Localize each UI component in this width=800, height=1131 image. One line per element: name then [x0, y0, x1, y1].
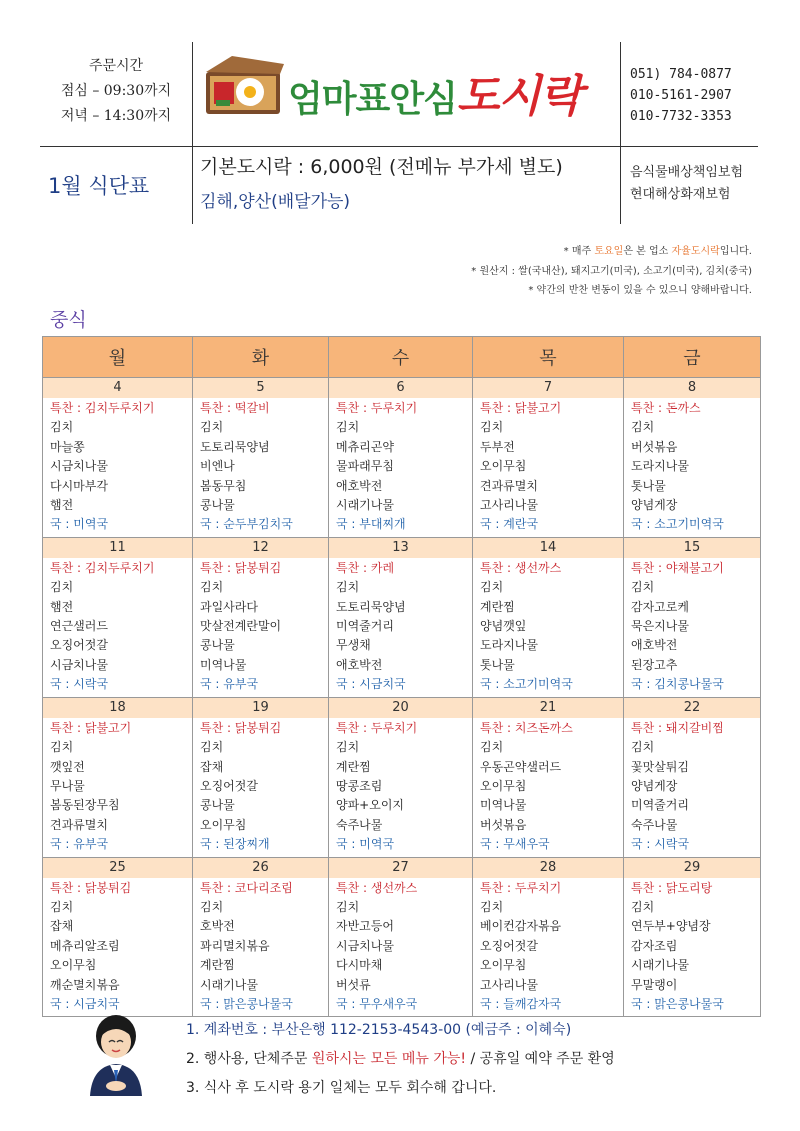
side-dish: 감자고로케: [631, 599, 689, 614]
side-dish: 애호박전: [336, 657, 383, 672]
side-dish: 다시마부각: [50, 478, 108, 493]
day-cell: [329, 537, 473, 558]
special-dish: 특찬 : 두루치기: [336, 401, 418, 415]
soup: 국 : 유부국: [200, 677, 259, 692]
day-cell: [193, 857, 329, 878]
insurance-1: 음식물배상책임보험: [630, 165, 744, 180]
side-dish: 잡채: [200, 759, 224, 774]
special-dish: 특찬 : 생선까스: [336, 880, 418, 895]
side-dish: 애호박전: [336, 478, 383, 493]
divider: [620, 42, 621, 224]
side-dish: 계란찜: [336, 759, 371, 774]
soup: 국 : 맑은콩나물국: [200, 996, 293, 1011]
side-dish: 김치: [200, 899, 224, 914]
special-dish: 특찬 : 두루치기: [480, 880, 562, 895]
side-dish: 무말랭이: [631, 977, 678, 992]
side-dish: 김치: [480, 580, 504, 595]
side-dish: 양념게장: [631, 498, 678, 513]
side-dish: 봄동된장무침: [50, 798, 120, 813]
special-dish: 특찬 : 닭불고기: [50, 720, 132, 735]
side-dish: 김치: [50, 899, 74, 914]
phone-list: [630, 64, 732, 127]
side-dish: 미역줄거리: [336, 619, 394, 634]
side-dish: 김치: [631, 580, 655, 595]
side-dish: 김치: [480, 420, 504, 435]
day-number: 25: [43, 858, 192, 878]
weekday-header: 목: [473, 337, 624, 378]
menu-table: [42, 336, 761, 1017]
side-dish: 잡채: [50, 919, 74, 934]
side-dish: 김치: [336, 580, 360, 595]
side-dish: 호박전: [200, 919, 235, 934]
soup: 국 : 소고기미역국: [480, 677, 573, 692]
side-dish: 양념깻잎: [480, 619, 527, 634]
day-cell: [193, 537, 329, 558]
side-dish: 양념게장: [631, 778, 678, 793]
menu-items-row: [43, 398, 761, 537]
weekday-header: 월: [43, 337, 193, 378]
day-number: 13: [329, 538, 472, 558]
side-dish: 봄동무침: [200, 478, 247, 493]
side-dish: 숙주나물: [631, 817, 678, 832]
side-dish: 오이무침: [480, 958, 527, 973]
menu-cell: [624, 398, 761, 537]
container-return: 3. 식사 후 도시락 용기 일체는 모두 회수해 갑니다.: [186, 1080, 497, 1096]
soup: 국 : 순두부김치국: [200, 517, 293, 532]
special-dish: 특찬 : 떡갈비: [200, 401, 270, 415]
menu-cell: [329, 718, 473, 857]
day-number: 14: [473, 538, 623, 558]
side-dish: 오징어젓갈: [50, 638, 108, 653]
side-dish: 톳나물: [631, 478, 666, 493]
soup: 국 : 무우새우국: [336, 996, 418, 1011]
side-dish: 맛살전계란말이: [200, 619, 282, 634]
menu-cell: [473, 718, 624, 857]
menu-items-row: [43, 878, 761, 1017]
side-dish: 김치: [631, 899, 655, 914]
side-dish: 계란찜: [200, 958, 235, 973]
side-dish: 묵은지나물: [631, 619, 689, 634]
phone-2: 010-5161-2907: [630, 88, 732, 103]
side-dish: 도토리묵양념: [336, 599, 406, 614]
side-dish: 과일사라다: [200, 599, 258, 614]
day-number: 22: [624, 698, 760, 718]
side-dish: 도라지나물: [480, 638, 538, 653]
order-time: [40, 54, 192, 129]
side-dish: 비엔나: [200, 459, 235, 474]
soup: 국 : 시락국: [631, 837, 690, 852]
day-number: 26: [193, 858, 328, 878]
day-number: 15: [624, 538, 760, 558]
side-dish: 버섯류: [336, 977, 371, 992]
side-dish: 미역나물: [200, 657, 247, 672]
side-dish: 오이무침: [480, 459, 527, 474]
day-number: 21: [473, 698, 623, 718]
phone-3: 010-7732-3353: [630, 109, 732, 124]
soup: 국 : 소고기미역국: [631, 517, 724, 532]
logo: [202, 52, 582, 132]
side-dish: 베이컨감자볶음: [480, 919, 562, 934]
delivery-area: 김해,양산(배달가능): [200, 192, 351, 212]
day-number: 29: [624, 858, 760, 878]
day-number: 8: [624, 378, 760, 398]
soup: 국 : 들깨감자국: [480, 996, 562, 1011]
special-dish: 특찬 : 돼지갈비찜: [631, 720, 724, 735]
weekday-header: 수: [329, 337, 473, 378]
weekday-header: 금: [624, 337, 761, 378]
side-dish: 물파래무침: [336, 459, 394, 474]
menu-cell: [193, 718, 329, 857]
divider: [192, 42, 193, 224]
special-dish: 특찬 : 김치두루치기: [50, 401, 155, 415]
day-number: 19: [193, 698, 328, 718]
day-number: 5: [193, 378, 328, 398]
menu-cell: [43, 878, 193, 1017]
price-box: [200, 152, 620, 212]
menu-cell: [43, 558, 193, 697]
side-dish: 고사리나물: [480, 977, 538, 992]
day-number: 20: [329, 698, 472, 718]
menu-cell: [193, 558, 329, 697]
side-dish: 시금치나물: [336, 938, 394, 953]
menu-cell: [473, 558, 624, 697]
side-dish: 두부전: [480, 439, 515, 454]
group-order: 2. 행사용, 단체주문 원하시는 모든 메뉴 가능! / 공휴일 예약 주문 환영: [186, 1051, 615, 1067]
side-dish: 마늘쫑: [50, 439, 85, 454]
side-dish: 시금치나물: [50, 459, 108, 474]
soup: 국 : 부대찌개: [336, 517, 406, 532]
notes: [471, 242, 752, 301]
menu-cell: [624, 878, 761, 1017]
special-dish: 특찬 : 닭불고기: [480, 401, 562, 415]
day-cell: [473, 537, 624, 558]
phone-1: 051) 784-0877: [630, 67, 732, 82]
side-dish: 꽈리멸치볶음: [200, 938, 270, 953]
side-dish: 콩나물: [200, 638, 235, 653]
month-title: 1월 식단표: [48, 174, 150, 198]
day-number-row: [43, 857, 761, 878]
side-dish: 오징어젓갈: [480, 938, 538, 953]
side-dish: 시래기나물: [631, 958, 689, 973]
side-dish: 견과류멸치: [50, 817, 108, 832]
side-dish: 메츄리알조림: [50, 938, 120, 953]
side-dish: 우동곤약샐러드: [480, 759, 562, 774]
side-dish: 김치: [480, 740, 504, 755]
day-number: 28: [473, 858, 623, 878]
menu-cell: [329, 558, 473, 697]
side-dish: 버섯볶음: [480, 817, 527, 832]
side-dish: 양파+오이지: [336, 798, 405, 813]
day-number: 18: [43, 698, 192, 718]
special-dish: 특찬 : 코다리조림: [200, 880, 293, 895]
day-cell: [329, 857, 473, 878]
side-dish: 김치: [631, 420, 655, 435]
special-dish: 특찬 : 김치두루치기: [50, 560, 155, 575]
special-dish: 특찬 : 닭봉튀김: [200, 720, 282, 735]
soup: 국 : 된장찌개: [200, 837, 270, 852]
menu-cell: [624, 558, 761, 697]
divider: [40, 146, 758, 147]
lunchbox-icon: [202, 52, 288, 122]
day-cell: [43, 857, 193, 878]
side-dish: 김치: [200, 740, 224, 755]
side-dish: 김치: [336, 420, 360, 435]
side-dish: 오이무침: [480, 778, 527, 793]
side-dish: 콩나물: [200, 798, 235, 813]
day-cell: [193, 697, 329, 718]
menu-items-row: [43, 718, 761, 857]
menu-cell: [43, 718, 193, 857]
soup: 국 : 미역국: [336, 837, 395, 852]
soup: 국 : 김치콩나물국: [631, 677, 724, 692]
menu-cell: [193, 398, 329, 537]
order-time-lunch: 점심 – 09:30까지: [60, 83, 172, 99]
soup: 국 : 무새우국: [480, 837, 550, 852]
day-number-row: [43, 697, 761, 718]
day-number: 6: [329, 378, 472, 398]
side-dish: 김치: [336, 740, 360, 755]
side-dish: 깻잎전: [50, 759, 85, 774]
side-dish: 김치: [50, 420, 74, 435]
lunch-label: 중식: [50, 309, 87, 331]
side-dish: 고사리나물: [480, 498, 538, 513]
note-origin: * 원산지 : 쌀(국내산), 돼지고기(미국), 소고기(미국), 김치(중국): [471, 265, 752, 277]
side-dish: 김치: [480, 899, 504, 914]
menu-cell: [624, 718, 761, 857]
side-dish: 김치: [200, 420, 224, 435]
special-dish: 특찬 : 닭봉튀김: [50, 880, 132, 895]
side-dish: 숙주나물: [336, 817, 383, 832]
side-dish: 김치: [631, 740, 655, 755]
menu-cell: [193, 878, 329, 1017]
special-dish: 특찬 : 치즈돈까스: [480, 720, 573, 735]
menu-cell: [473, 398, 624, 537]
special-dish: 특찬 : 야채불고기: [631, 560, 724, 575]
special-dish: 특찬 : 닭도리탕: [631, 880, 713, 895]
footer: [186, 1016, 615, 1103]
side-dish: 햄전: [50, 498, 74, 513]
day-cell: [624, 378, 761, 399]
day-number: 12: [193, 538, 328, 558]
day-cell: [473, 697, 624, 718]
side-dish: 다시마채: [336, 958, 383, 973]
side-dish: 버섯볶음: [631, 439, 678, 454]
special-dish: 특찬 : 닭봉튀김: [200, 560, 282, 575]
day-number-row: [43, 378, 761, 399]
menu-cell: [329, 398, 473, 537]
side-dish: 무생채: [336, 638, 371, 653]
day-cell: [43, 378, 193, 399]
bank-account: 1. 계좌번호 : 부산은행 112-2153-4543-00 (예금주 : 이혜숙): [186, 1022, 572, 1038]
side-dish: 땅콩조림: [336, 778, 383, 793]
special-dish: 특찬 : 생선까스: [480, 560, 562, 575]
menu-cell: [43, 398, 193, 537]
side-dish: 계란찜: [480, 599, 515, 614]
day-cell: [43, 537, 193, 558]
weekday-header-row: [43, 337, 761, 378]
side-dish: 연근샐러드: [50, 619, 108, 634]
note-change: * 약간의 반찬 변동이 있을 수 있으니 양해바랍니다.: [528, 285, 752, 296]
side-dish: 견과류멸치: [480, 478, 538, 493]
day-cell: [329, 378, 473, 399]
day-cell: [624, 857, 761, 878]
day-cell: [473, 857, 624, 878]
side-dish: 콩나물: [200, 498, 235, 513]
soup: 국 : 유부국: [50, 837, 109, 852]
side-dish: 시래기나물: [336, 498, 394, 513]
side-dish: 톳나물: [480, 657, 515, 672]
special-dish: 특찬 : 돈까스: [631, 401, 701, 415]
weekday-header: 화: [193, 337, 329, 378]
side-dish: 깨순멸치볶음: [50, 977, 120, 992]
header: [40, 42, 758, 224]
soup: 국 : 시금치국: [50, 996, 120, 1011]
day-cell: [473, 378, 624, 399]
day-number: 11: [43, 538, 192, 558]
menu-cell: [473, 878, 624, 1017]
soup: 국 : 시금치국: [336, 677, 406, 692]
side-dish: 시래기나물: [200, 977, 258, 992]
special-dish: 특찬 : 카레: [336, 560, 395, 575]
order-time-dinner: 저녁 – 14:30까지: [60, 108, 172, 124]
chef-avatar-icon: [80, 1012, 152, 1096]
order-time-title: 주문시간: [88, 58, 144, 74]
day-number: 7: [473, 378, 623, 398]
day-cell: [43, 697, 193, 718]
side-dish: 연두부+양념장: [631, 919, 711, 934]
side-dish: 김치: [50, 740, 74, 755]
day-number: 4: [43, 378, 192, 398]
day-cell: [193, 378, 329, 399]
menu-items-row: [43, 558, 761, 697]
side-dish: 무나물: [50, 778, 85, 793]
insurance-info: [630, 162, 743, 206]
side-dish: 시금치나물: [50, 657, 108, 672]
soup: 국 : 맑은콩나물국: [631, 996, 724, 1011]
soup: 국 : 계란국: [480, 517, 539, 532]
side-dish: 자반고등어: [336, 919, 394, 934]
insurance-2: 현대해상화재보험: [630, 187, 731, 202]
day-cell: [329, 697, 473, 718]
side-dish: 감자조림: [631, 938, 678, 953]
side-dish: 오징어젓갈: [200, 778, 258, 793]
soup: 국 : 미역국: [50, 517, 109, 532]
special-dish: 특찬 : 두루치기: [336, 720, 418, 735]
day-cell: [624, 697, 761, 718]
side-dish: 꽃맛살튀김: [631, 759, 689, 774]
logo-text: 엄마표안심도시락: [288, 71, 582, 122]
side-dish: 햄전: [50, 599, 74, 614]
menu-cell: [329, 878, 473, 1017]
side-dish: 메츄리곤약: [336, 439, 394, 454]
day-number: 27: [329, 858, 472, 878]
note-saturday: * 매주 토요일은 본 업소 자율도시락입니다.: [563, 246, 752, 257]
side-dish: 오이무침: [200, 817, 247, 832]
side-dish: 도토리묵양념: [200, 439, 270, 454]
side-dish: 미역나물: [480, 798, 527, 813]
day-cell: [624, 537, 761, 558]
side-dish: 김치: [336, 899, 360, 914]
side-dish: 된장고추: [631, 657, 678, 672]
side-dish: 김치: [200, 580, 224, 595]
price-info: 기본도시락 : 6,000원 (전메뉴 부가세 별도): [200, 156, 563, 178]
soup: 국 : 시락국: [50, 677, 109, 692]
side-dish: 김치: [50, 580, 74, 595]
side-dish: 미역줄거리: [631, 798, 689, 813]
side-dish: 오이무침: [50, 958, 97, 973]
side-dish: 애호박전: [631, 638, 678, 653]
side-dish: 도라지나물: [631, 459, 689, 474]
day-number-row: [43, 537, 761, 558]
